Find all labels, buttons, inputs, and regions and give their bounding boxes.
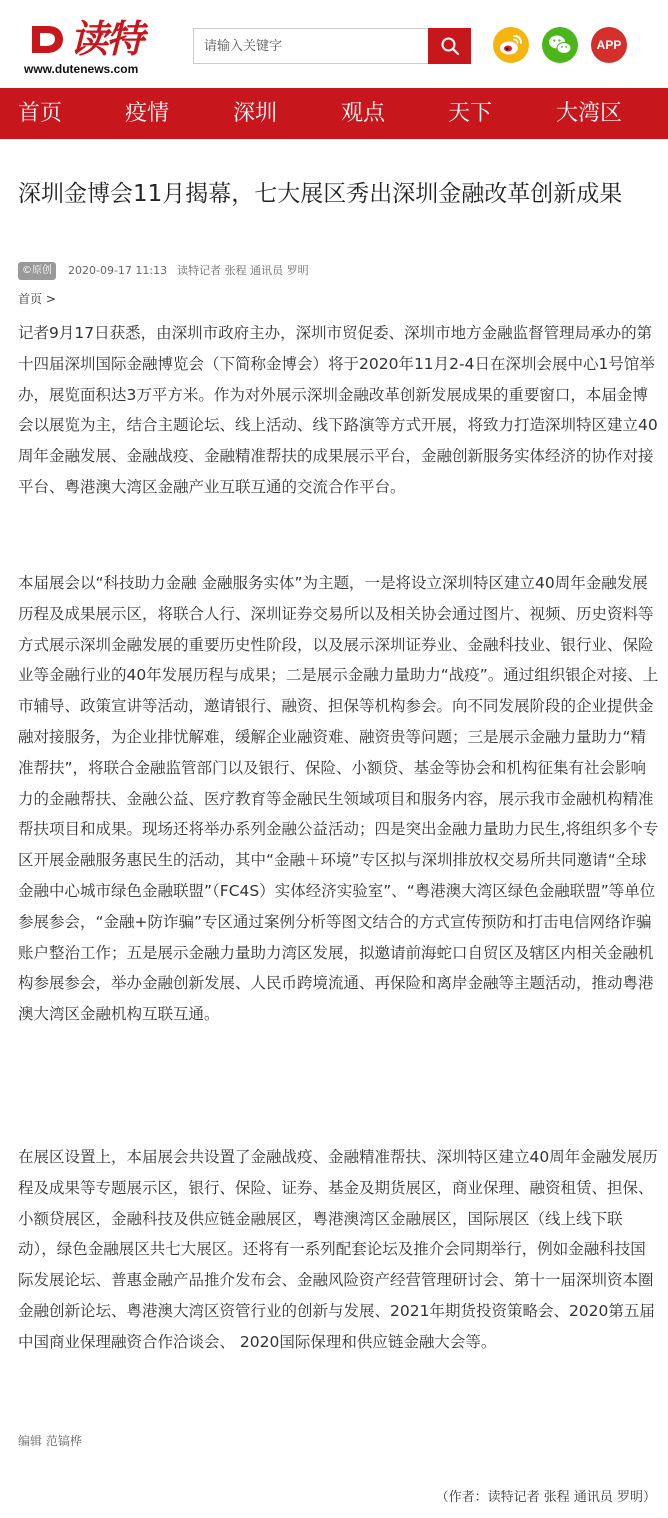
nav-item-opinion[interactable]: 观点 [341, 101, 386, 126]
search-input[interactable] [193, 28, 440, 64]
app-download-button[interactable]: APP [591, 27, 627, 63]
nav-item-home[interactable]: 首页 [18, 101, 63, 126]
author-credit: （作者：读特记者 张程 通讯员 罗明） [435, 1490, 656, 1505]
wechat-icon [542, 27, 578, 63]
article-title: 深圳金博会11月揭幕，七大展区秀出深圳金融改革创新成果 [18, 181, 623, 207]
search-bar [193, 28, 471, 64]
article-meta [18, 262, 309, 280]
original-badge: ©原创 [18, 262, 56, 280]
search-icon [440, 36, 460, 56]
site-logo[interactable] [24, 18, 184, 78]
wechat-button[interactable] [542, 27, 578, 63]
main-nav [0, 88, 668, 139]
editor-credit: 编辑 范镐桦 [18, 1434, 82, 1448]
article-paragraph: 本届展会以“科技助力金融 金融服务实体”为主题，一是将设立深圳特区建立40周年金融发展历程及成果展示区，将联合人行、深圳证券交易所以及相关协会通过图片、视频、历史资料等方式展示深圳金融发展的重要历史性阶段，以及展示深圳证券业、金融科技业、银行业、保险业等金融行业的40年发展历程与成果；二是展示金融力量助力“战疫”。通过组织银企对接、上市辅导、政策宣讲等活动，邀请银行、融资、担保等机构参会。向不同发展阶段的企业提供金融对接服务，为企业排忧解难，缓解企业融资难、融资贵等问题；三是展示金融力量助力“精准帮扶”，将联合金融监管部门以及银行、保险、小额贷、基金等协会和机构征集有社会影响力的金融帮扶、金融公益、医疗教育等金融民生领域项目和服务内容，展示我市金融机构精准帮扶项目和成果。现场还将举办系列金融公益活动；四是突出金融力量助力民生,将组织多个专区开展金融服务惠民生的活动，其中“金融＋环境”专区拟与深圳排放权交易所共同邀请“全球金融中心城市绿色金融联盟”（FC4S）实体经济实验室”、“粤港澳大湾区绿色金融联盟”等单位参展参会，“金融+防诈骗”专区通过案例分析等图文结合的方式宣传预防和打击电信网络诈骗账户整治工作；五是展示金融力量助力湾区发展，拟邀请前海蛇口自贸区及辖区内相关金融机构参展参会，举办金融创新发展、人民币跨境流通、再保险和离岸金融等主题活动，推动粤港澳大湾区金融机构互联互通。 [18, 574, 659, 1024]
search-button[interactable] [428, 28, 471, 64]
nav-item-greater-bay-area[interactable]: 大湾区 [556, 101, 623, 126]
weibo-icon [493, 27, 529, 63]
byline: 读特记者 张程 通讯员 罗明 [177, 264, 309, 277]
nav-item-epidemic[interactable]: 疫情 [125, 101, 170, 126]
article-paragraph: 记者9月17日获悉，由深圳市政府主办，深圳市贸促委、深圳市地方金融监督管理局承办的第十四届深圳国际金融博览会（下简称金博会）将于2020年11月2-4日在深圳会展中心1号馆举办，展览面积达3万平方米。作为对外展示深圳金融改革创新发展成果的重要窗口，本届金博会以展览为主，结合主题论坛、线上活动、线下路演等方式开展，将致力打造深圳特区建立40周年金融发展、金融战疫、金融精准帮扶的成果展示平台，金融创新服务实体经济的协作对接平台、粤港澳大湾区金融产业互联互通的交流合作平台。 [18, 324, 658, 496]
breadcrumb[interactable]: 首页 > [18, 292, 56, 306]
publish-datetime: 2020-09-17 11:13 [68, 264, 168, 277]
logo-d-icon [30, 22, 64, 56]
nav-item-world[interactable]: 天下 [448, 101, 493, 126]
article-paragraph: 在展区设置上，本届展会共设置了金融战疫、金融精准帮扶、深圳特区建立40周年金融发展历程及成果等专题展示区，银行、保险、证券、基金及期货展区，商业保理、融资租赁、担保、小额贷展区，金融科技及供应链金融展区，粤港澳湾区金融展区，国际展区（线上线下联动），绿色金融展区共七大展区。还将有一系列配套论坛及推介会同期举行，例如金融科技国际发展论坛、普惠金融产品推介发布会、金融风险资产经营管理研讨会、第十一届深圳资本圈金融创新论坛、粤港澳大湾区资管行业的创新与发展、2021年期货投资策略会、2020第五届中国商业保理融资合作洽谈会、 2020国际保理和供应链金融大会等。 [18, 1148, 658, 1351]
nav-item-shenzhen[interactable]: 深圳 [233, 101, 278, 126]
weibo-button[interactable] [493, 27, 529, 63]
logo-url: www.dutenews.com [24, 62, 139, 76]
site-header [0, 0, 668, 88]
logo-wordmark: 读特 [70, 17, 143, 61]
